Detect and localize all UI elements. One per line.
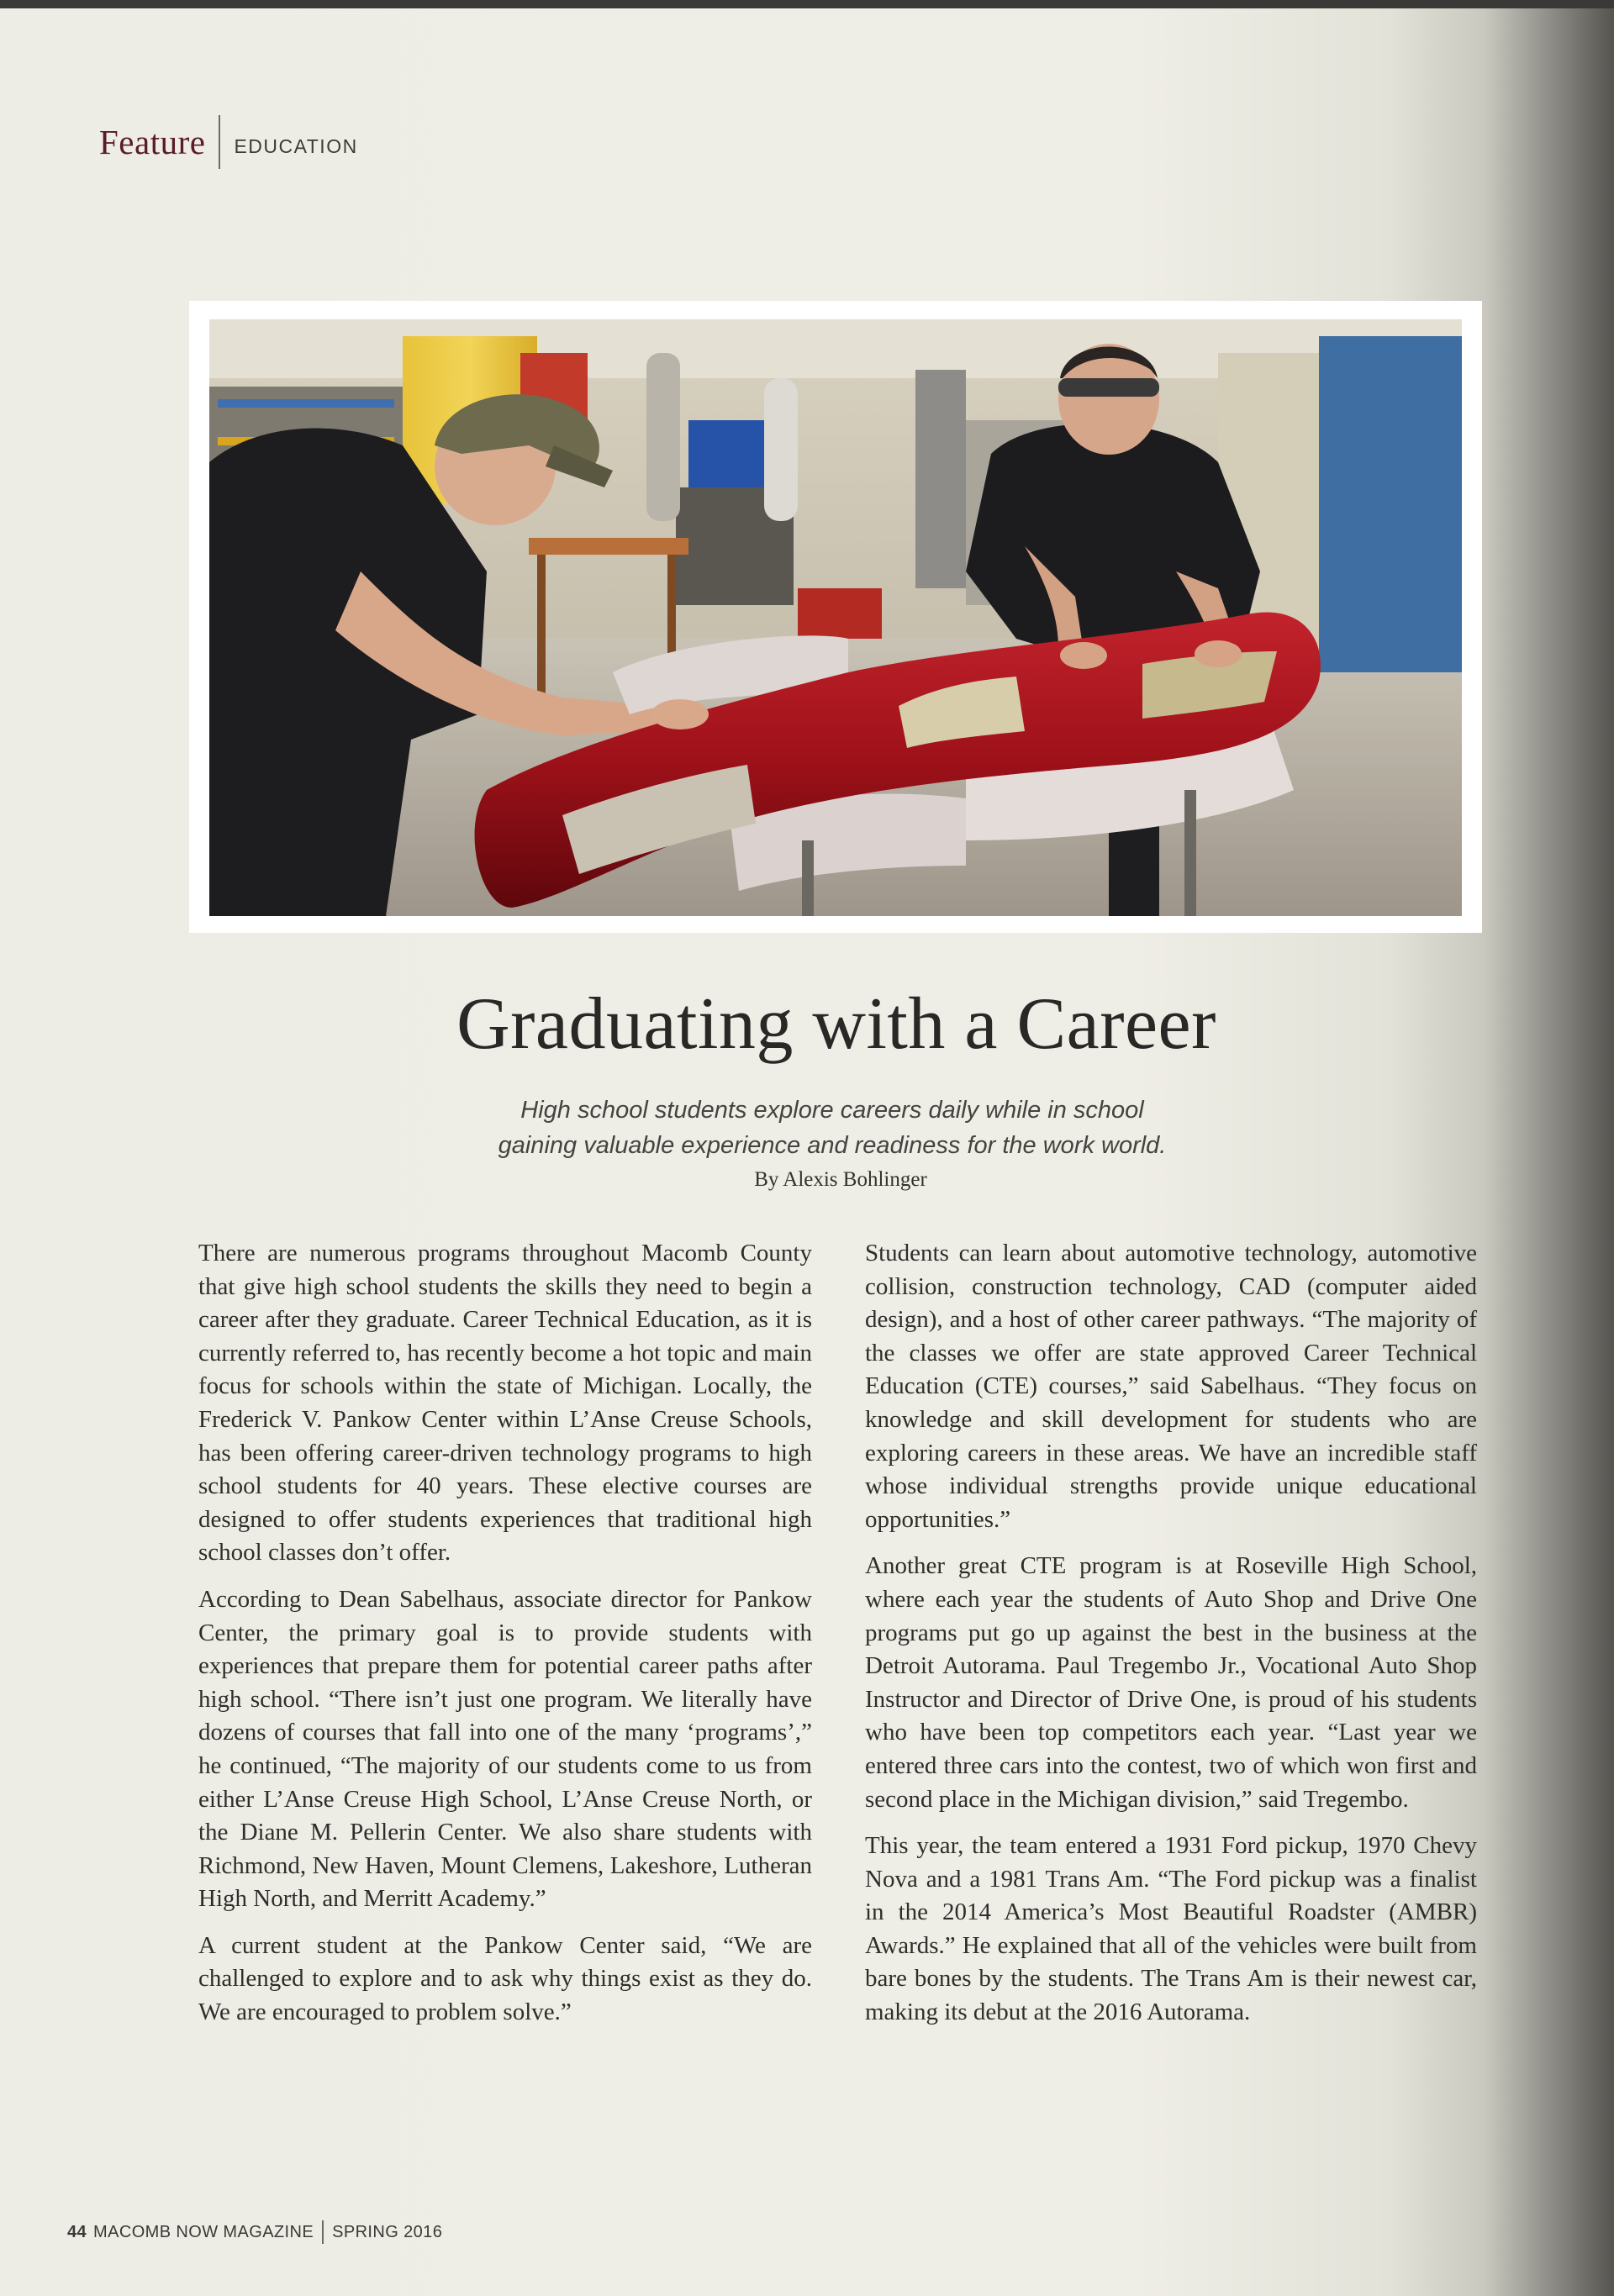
- subtitle-line-1: High school students explore careers daily while in school: [520, 1097, 1144, 1124]
- photo-frame: [189, 301, 1482, 933]
- page-number: 44: [67, 2222, 87, 2241]
- section-label: Feature: [99, 123, 206, 161]
- header-divider: [219, 115, 220, 169]
- photo-illustration: [209, 319, 1462, 916]
- paragraph: Students can learn about automotive technology, automotive collision, construction technology, CAD (computer aided design), and a host of other career pathways. “The majority of the classes we offer are state approved Career Technical Education (CTE) courses,” said Sabelhaus. “They focus on knowledge and skill development for students who are exploring careers in these areas. We have an incredible staff whose individual strengths provide unique educational opportunities.”: [865, 1240, 1477, 1533]
- page-top-edge: [0, 0, 1614, 8]
- article-subtitle: [404, 1093, 1261, 1163]
- page-footer: [67, 2219, 442, 2246]
- paragraph: There are numerous programs throughout Macomb County that give high school students the skills they need to begin a career after they graduate. Career Technical Education, as it is currently referred to, has recently become a hot topic and main focus for schools within the state of Michigan. Locally, the Frederick V. Pankow Center within L’Anse Creuse Schools, has been offering career-driven technology programs to high school students for 40 years. These elective courses are designed to offer students experiences that traditional high school classes don’t offer.: [198, 1240, 812, 1567]
- category-label: EDUCATION: [234, 134, 358, 157]
- article-byline: By Alexis Bohlinger: [754, 1168, 927, 1191]
- issue-label: SPRING 2016: [332, 2222, 443, 2241]
- paragraph: A current student at the Pankow Center said, “We are challenged to explore and to ask why things exist as they do. We are encouraged to problem solve.”: [198, 1931, 812, 2026]
- magazine-name: MACOMB NOW MAGAZINE: [93, 2222, 314, 2241]
- footer-divider: [322, 2220, 324, 2244]
- article-photo: [209, 319, 1462, 916]
- paragraph: According to Dean Sabelhaus, associate director for Pankow Center, the primary goal is to provide students with experiences that prepare them for potential career paths after high school. “There isn’t just one program. We literally have dozens of courses that fall into one of the many ‘programs’,” he continued, “The majority of our students come to us from either L’Anse Creuse High School, L’Anse Creuse North, or the Diane M. Pellerin Center. We also share students with Richmond, New Haven, Mount Clemens, Lakeshore, Lutheran High North, and Merritt Academy.”: [198, 1585, 812, 1913]
- article-title: Graduating with a Career: [456, 983, 1216, 1065]
- subtitle-line-2: gaining valuable experience and readiness for the work world.: [498, 1132, 1167, 1159]
- paragraph: Another great CTE program is at Roseville High School, where each year the students of Auto Shop and Drive One programs put go up against the best in the business at the Detroit Autorama. Paul Tregembo Jr., Vocational Auto Shop Instructor and Director of Drive One, is proud of his students who have been top competitors each year. “Last year we entered three cars into the contest, two of which won first and second place in the Michigan division,” said Tregembo.: [865, 1552, 1477, 1813]
- section-header: [99, 114, 358, 170]
- paragraph: This year, the team entered a 1931 Ford pickup, 1970 Chevy Nova and a 1981 Trans Am. “The Ford pickup was a finalist in the 2014 America’s Most Beautiful Roadster (AMBR) Awards.” He explained that all of the vehicles were built from bare bones by the students. The Trans Am is their newest car, making its debut at the 2016 Autorama.: [865, 1832, 1477, 2026]
- body-column-right: [865, 1237, 1477, 2043]
- body-column-left: [198, 1237, 812, 2043]
